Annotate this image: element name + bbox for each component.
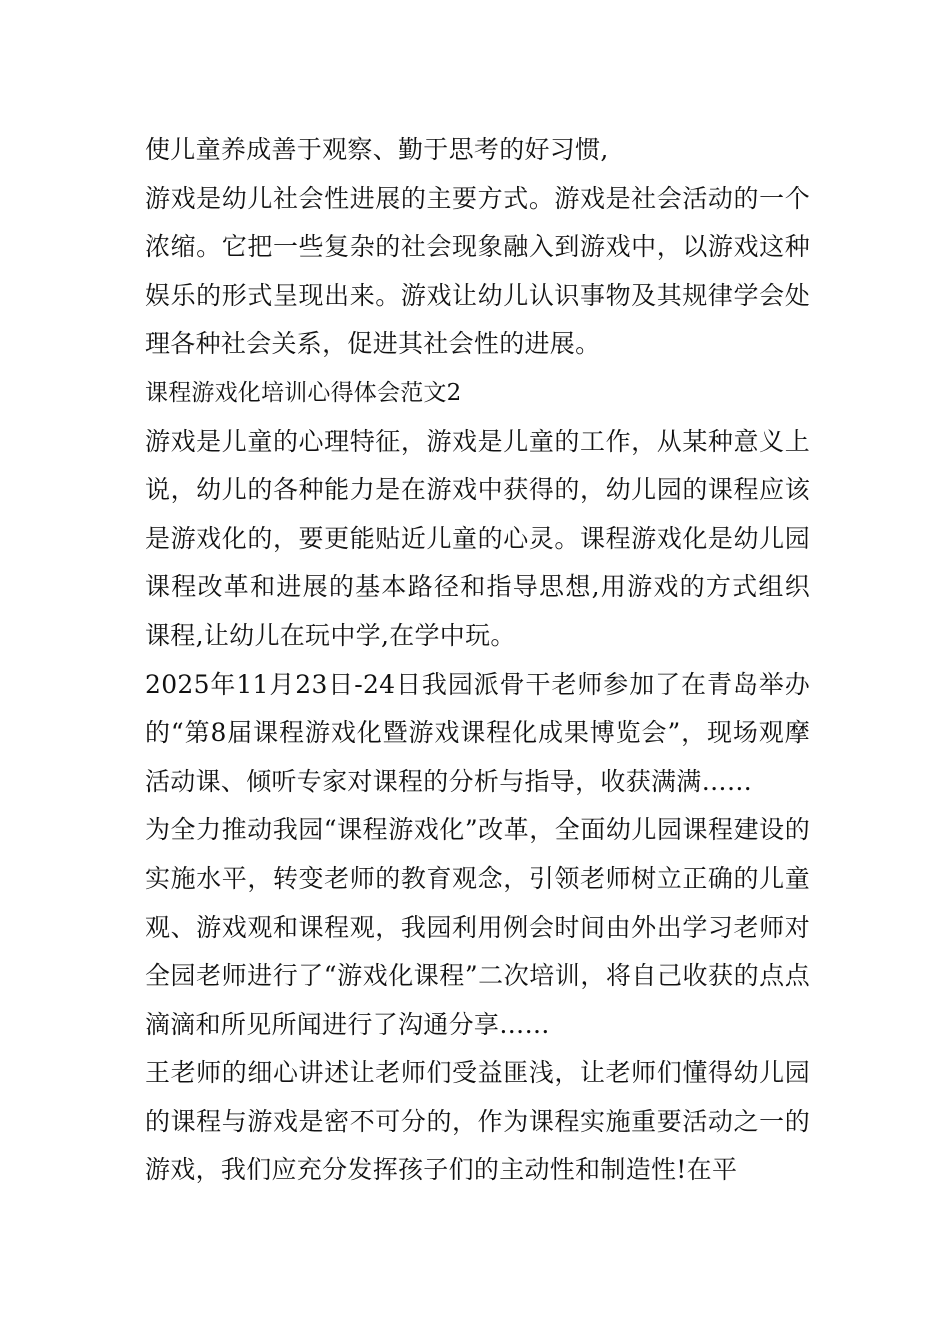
paragraph-expo: 2025年11月23日-24日我园派骨干老师参加了在青岛举办的“第8届课程游戏化暨游戏课程化成果博览会”，现场观摩活动课、倾听专家对课程的分析与指导，收获满满…… (145, 669, 810, 796)
paragraph-training: 为全力推动我园“课程游戏化”改革，全面幼儿园课程建设的实施水平，转变老师的教育观念，引领老师树立正确的儿童观、游戏观和课程观，我园利用例会时间由外出学习老师对全园老师进行了“游戏化课程”二次培训，将自己收获的点点滴滴和所见所闻进行了沟通分享…… (145, 815, 810, 1039)
paragraph-habit: 使儿童养成善于观察、勤于思考的好习惯, (145, 135, 609, 164)
paragraph-psychology: 游戏是儿童的心理特征，游戏是儿童的工作，从某种意义上说，幼儿的各种能力是在游戏中获得的，幼儿园的课程应该是游戏化的，要更能贴近儿童的心灵。课程游戏化是幼儿园课程改革和进展的基本路径和指导思想,用游戏的方式组织课程,让幼儿在玩中学,在学中玩。 (145, 426, 810, 650)
paragraph-social-development: 游戏是幼儿社会性进展的主要方式。游戏是社会活动的一个浓缩。它把一些复杂的社会现象融入到游戏中，以游戏这种娱乐的形式呈现出来。游戏让幼儿认识事物及其规律学会处理各种社会关系，促进其社会性的进展。 (145, 183, 810, 359)
paragraph-teacher-wang: 王老师的细心讲述让老师们受益匪浅，让老师们懂得幼儿园的课程与游戏是密不可分的，作为课程实施重要活动之一的游戏，我们应充分发挥孩子们的主动性和制造性!在平 (145, 1058, 810, 1185)
section-heading: 课程游戏化培训心得体会范文2 (145, 379, 462, 406)
document-body (145, 126, 810, 1195)
